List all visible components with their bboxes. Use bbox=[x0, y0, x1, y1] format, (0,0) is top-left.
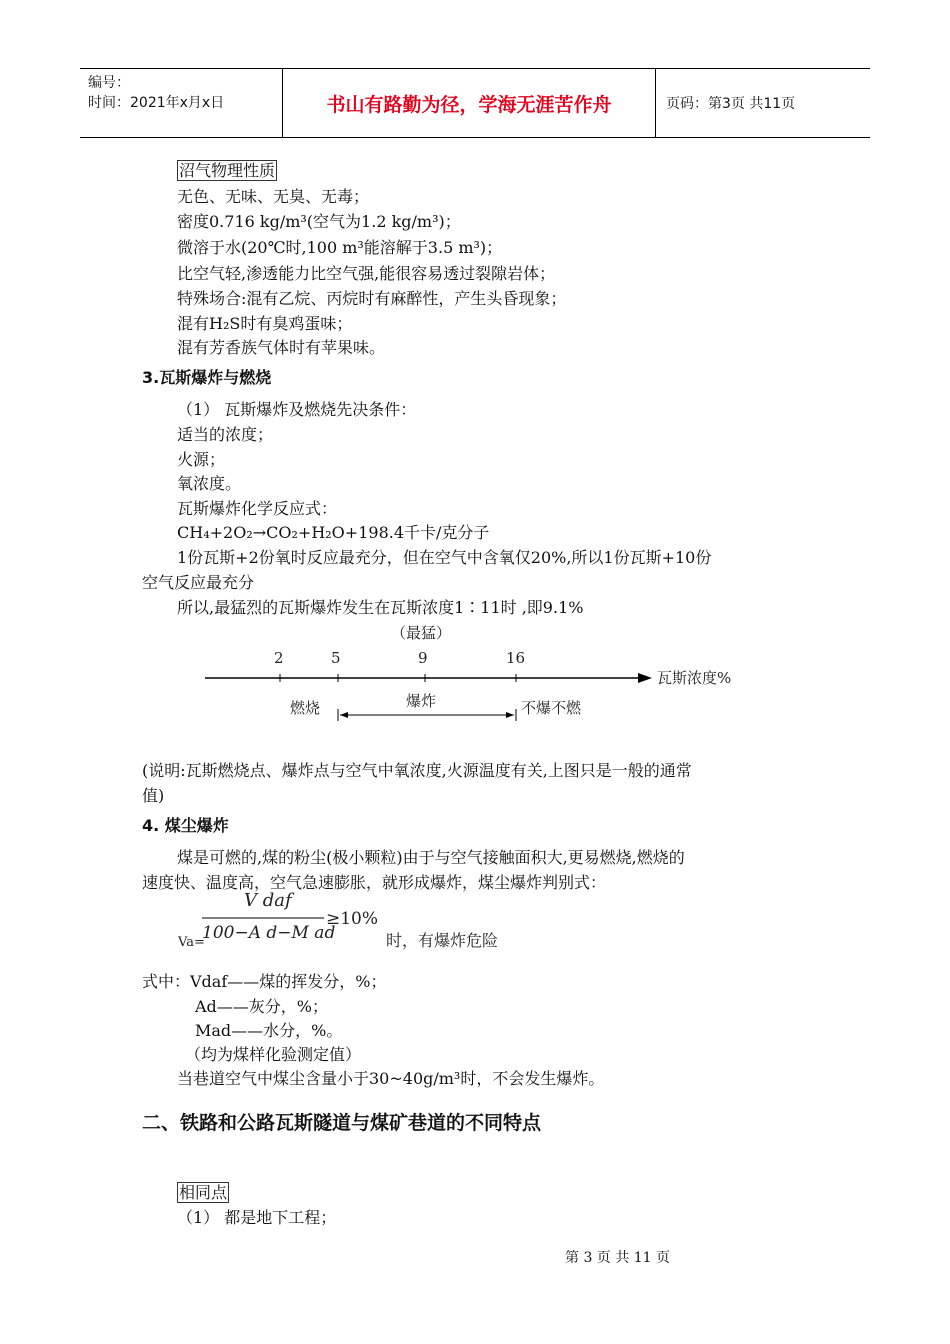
reaction-formula: CH₄+2O₂→CO₂+H₂O+198.4千卡/克分子 bbox=[177, 523, 490, 542]
zone-none-label: 不爆不燃 bbox=[521, 699, 582, 717]
para-line: 所以,最猛烈的瓦斯爆炸发生在瓦斯浓度1∶11时 ,即9.1% bbox=[177, 598, 584, 617]
props-line: 密度0.716 kg/m³(空气为1.2 kg/m³)； bbox=[177, 212, 461, 231]
formula-tail: 时，有爆炸危险 bbox=[386, 931, 499, 950]
props-line: 比空气轻,渗透能力比空气强,能很容易透过裂隙岩体； bbox=[177, 264, 556, 283]
range-arrow-icon bbox=[340, 712, 348, 718]
tick-label: 5 bbox=[331, 649, 341, 667]
axis-label: 瓦斯浓度% bbox=[657, 669, 732, 687]
props-line: 混有H₂S时有臭鸡蛋味； bbox=[177, 314, 353, 333]
para-line: 速度快、温度高，空气急速膨胀，就形成爆炸，煤尘爆炸判别式： bbox=[142, 873, 607, 892]
note-line: (说明:瓦斯燃烧点、爆炸点与空气中氧浓度,火源温度有关,上图只是一般的通常 bbox=[142, 761, 692, 780]
para-line: 煤是可燃的,煤的粉尘(极小颗粒)由于与空气接触面积大,更易燃烧,燃烧的 bbox=[177, 848, 685, 867]
para-line: 空气反应最充分 bbox=[142, 573, 255, 592]
note-line: 值) bbox=[142, 786, 165, 805]
dust-formula bbox=[176, 890, 536, 954]
para-line: 当巷道空气中煤尘含量小于30~40g/m³时，不会发生爆炸。 bbox=[177, 1069, 605, 1088]
condition-line: 火源； bbox=[177, 450, 226, 469]
props-line: 微溶于水(20℃时,100 m³能溶解于3.5 m³)； bbox=[177, 238, 503, 257]
zone-burn-label: 燃烧 bbox=[290, 699, 321, 717]
props-title: 沼气物理性质 bbox=[179, 161, 276, 180]
section-two-heading: 二、铁路和公路瓦斯隧道与煤矿巷道的不同特点 bbox=[142, 1112, 542, 1134]
section4-heading: 4. 煤尘爆炸 bbox=[142, 816, 229, 835]
range-arrow-icon bbox=[506, 712, 514, 718]
header-meta bbox=[80, 69, 283, 137]
page-footer: 第 3 页 共 11 页 bbox=[565, 1250, 670, 1266]
tick-label: 9 bbox=[418, 649, 428, 667]
concentration-diagram bbox=[190, 618, 770, 728]
props-line: 特殊场合:混有乙烷、丙烷时有麻醉性，产生头昏现象； bbox=[177, 289, 567, 308]
section3-heading: 3.瓦斯爆炸与燃烧 bbox=[142, 368, 272, 387]
where-line: Ad——灰分，%； bbox=[195, 997, 329, 1016]
similar-box: 相同点 bbox=[179, 1183, 228, 1202]
time-label: 时间：2021年x月x日 bbox=[88, 95, 225, 111]
zone-explode-label: 爆炸 bbox=[406, 692, 437, 710]
tick-label: 16 bbox=[506, 649, 526, 667]
page-header bbox=[80, 68, 870, 138]
props-line: 混有芳香族气体时有苹果味。 bbox=[177, 338, 386, 357]
diagram-top-label: （最猛） bbox=[391, 624, 452, 642]
number-label: 编号： bbox=[88, 75, 130, 91]
axis-arrow-icon bbox=[638, 673, 652, 683]
formula-rhs: ≥10% bbox=[326, 909, 379, 929]
where-line: Mad——水分，%。 bbox=[195, 1021, 343, 1040]
condition-line: 适当的浓度； bbox=[177, 425, 274, 444]
header-motto: 书山有路勤为径，学海无涯苦作舟 bbox=[283, 69, 656, 137]
formula-numerator: V daf bbox=[244, 890, 292, 911]
header-page-code: 页码：第3页 共11页 bbox=[666, 96, 796, 112]
where-line: 式中：Vdaf——煤的挥发分，%； bbox=[142, 972, 387, 991]
formula-denominator: 100−A d−M ad bbox=[202, 923, 336, 943]
tick-label: 2 bbox=[274, 649, 284, 667]
section3-sub: （1） 瓦斯爆炸及燃烧先决条件： bbox=[177, 400, 417, 419]
formula-lhs: Va= bbox=[178, 935, 205, 950]
props-line: 无色、无味、无臭、无毒； bbox=[177, 187, 370, 206]
condition-line: 瓦斯爆炸化学反应式： bbox=[177, 499, 338, 518]
condition-line: 氧浓度。 bbox=[177, 474, 242, 493]
paren-line: （均为煤样化验测定值） bbox=[185, 1045, 362, 1064]
para-line: 1份瓦斯+2份氧时反应最充分，但在空气中含氧仅20%,所以1份瓦斯+10份 bbox=[177, 548, 712, 567]
item-line: （1） 都是地下工程； bbox=[177, 1208, 337, 1227]
